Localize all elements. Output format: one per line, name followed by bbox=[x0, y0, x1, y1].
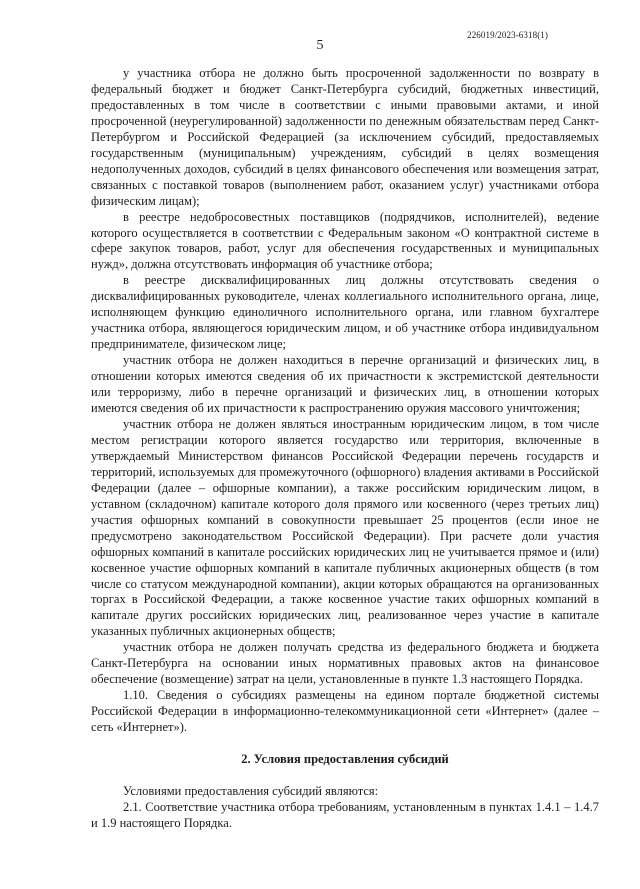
paragraph-1-10-internet-portal: 1.10. Сведения о субсидиях размещены на едином портале бюджетной системы Российской Федерации в информационно-телекоммуникационной сети «Интернет» (далее – сеть «Интернет»). bbox=[91, 688, 599, 735]
paragraph-debt-requirement: у участника отбора не должно быть просроченной задолженности по возврату в федеральный бюджет и бюджет Санкт-Петербурга субсидий, бюджетных инвестиций, предоставленных в том числе в соответствии с иными правовыми актами, и иной просроченной (неурегулированной) задолженности по денежным обязательствам перед Санкт-Петербургом и Российской Федерацией (за исключением субсидий, предоставляемых государственным (муниципальным) учреждениям, субсидий в целях возмещения недополученных доходов, субсидий в целях финансового обеспечения или возмещения затрат, связанных с поставкой товаров (выполнением работ, оказанием услуг) участниками отбора физическим лицам); bbox=[91, 66, 599, 208]
paragraph-disqualified-persons-registry: в реестре дисквалифицированных лиц должны отсутствовать сведения о дисквалифицированных руководителе, членах коллегиального исполнительного органа, лице, исполняющем функцию единоличного исполнительного органа, или главном бухгалтере участника отбора, являющегося юридическим лицом, и об участнике отбора индивидуальном предпринимателе, физическом лице; bbox=[91, 273, 599, 352]
paragraph-no-other-funding: участник отбора не должен получать средства из федерального бюджета и бюджета Санкт-Петербурга на основании иных нормативных правовых актов на финансовое обеспечение (возмещение) затрат на цели, установленные в пункте 1.3 настоящего Порядка. bbox=[91, 640, 599, 687]
document-number: 226019/2023-6318(1) bbox=[467, 30, 548, 40]
paragraph-conditions-intro: Условиями предоставления субсидий являются: bbox=[123, 783, 379, 798]
paragraph-2-1-compliance: 2.1. Соответствие участника отбора требованиям, установленным в пунктах 1.4.1 – 1.4.7 и 1.9 настоящего Порядка. bbox=[91, 799, 599, 830]
paragraph-offshore-companies: участник отбора не должен являться иностранным юридическим лицом, в том числе местом регистрации которого является государство или территория, включенные в утверждаемый Министерством финансов Российской Федерации перечень государств и территорий, используемых для промежуточного (офшорного) владения активами в Российской Федерации (далее – офшорные компании), а также российским юридическим лицом, в уставном (складочном) капитале которого доля прямого или косвенного (через третьих лиц) участия офшорных компаний в совокупности превышает 25 процентов (если иное не предусмотрено законодательством Российской Федерации). При расчете доли участия офшорных компаний в капитале российских юридических лиц не учитывается прямое и (или) косвенное участие офшорных компаний в капитале публичных акционерных обществ (в том числе со статусом международной компании), акции которых обращаются на организованных торгах в Российской Федерации, а также косвенное участие таких офшорных компаний в капитале других российских юридических лиц, реализованное через участие в капитале указанных публичных акционерных обществ; bbox=[91, 416, 599, 639]
page-number: 5 bbox=[316, 38, 324, 53]
section-heading: 2. Условия предоставления субсидий bbox=[241, 752, 449, 767]
document-body bbox=[91, 66, 599, 832]
paragraph-unfair-suppliers-registry: в реестре недобросовестных поставщиков (подрядчиков, исполнителей), ведение которого осуществляется в соответствии с Федеральным законом «О контрактной системе в сфере закупок товаров, работ, услуг для обеспечения государственных и муниципальных нужд», должна отсутствовать информация об участнике отбора; bbox=[91, 209, 599, 272]
paragraph-extremism-list: участник отбора не должен находиться в перечне организаций и физических лиц, в отношении которых имеются сведения об их причастности к экстремистской деятельности или терроризму, либо в перечне организаций и физических лиц, в отношении которых имеются сведения об их причастности к распространению оружия массового уничтожения; bbox=[91, 353, 599, 416]
